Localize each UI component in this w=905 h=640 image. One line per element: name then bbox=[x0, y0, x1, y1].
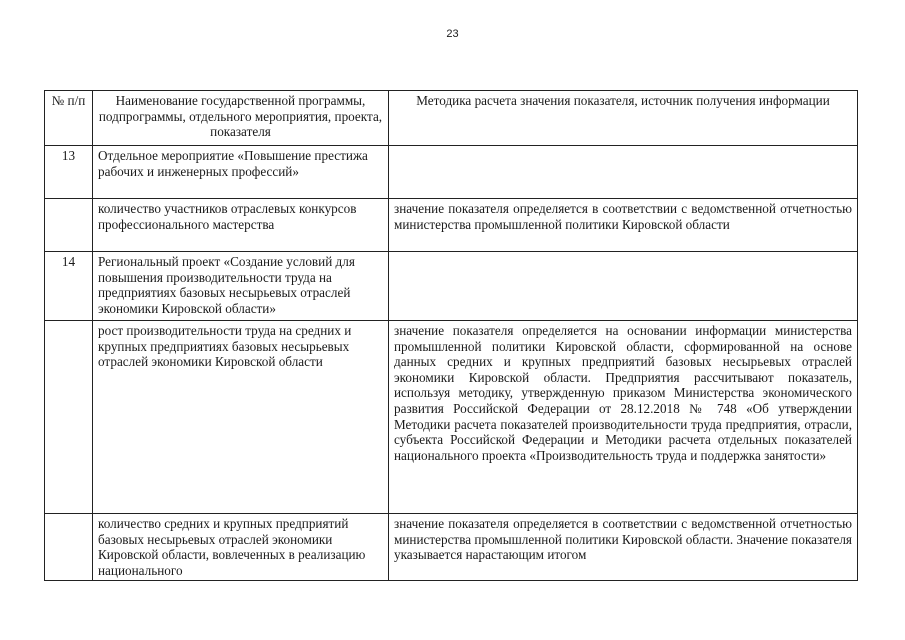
header-method: Методика расчета значения показателя, источник получения информации bbox=[389, 91, 858, 146]
row-method: значение показателя определяется в соответствии с ведомственной отчетностью министерства промышленной политики Кировской области bbox=[389, 199, 858, 252]
row-name bbox=[93, 514, 389, 581]
row-name: рост производительности труда на средних и крупных предприятиях базовых несырьевых отраслей экономики Кировской области bbox=[93, 321, 389, 514]
page-number: 23 bbox=[446, 28, 459, 40]
table-row bbox=[45, 514, 858, 581]
table-row bbox=[45, 146, 858, 199]
row-method bbox=[389, 514, 858, 581]
row-name: Отдельное мероприятие «Повышение престижа рабочих и инженерных профессий» bbox=[93, 146, 389, 199]
table-header-row bbox=[45, 91, 858, 146]
row-name: количество участников отраслевых конкурсов профессионального мастерства bbox=[93, 199, 389, 252]
row-method bbox=[389, 146, 858, 199]
table-row bbox=[45, 199, 858, 252]
row-method-text: значение показателя определяется в соответствии с ведомственной отчетностью министерства промышленной политики Кировской области. Значение показателя указывается нарастающим итогом bbox=[394, 516, 852, 563]
row-method bbox=[389, 252, 858, 321]
row-number: 14 bbox=[45, 252, 93, 321]
row-method: значение показателя определяется на основании информации министерства промышленной политики Кировской области, сформированной на основе данных средних и крупных предприятий базовых несырьевых отраслей экономики Кировской области. Предприятия рассчитывают показатель, используя методику, утвержденную приказом Министерства экономического развития Российской Федерации от 28.12.2018 № 748 «Об утверждении Методики расчета показателей производительности труда предприятия, отрасли, субъекта Российской Федерации и Методики расчета отдельных показателей национального проекта «Производительность труда и поддержка занятости» bbox=[389, 321, 858, 514]
table-row bbox=[45, 321, 858, 514]
row-name-text: количество средних и крупных предприятий базовых несырьевых отраслей экономики Кировской области, вовлеченных в реализацию национального bbox=[98, 516, 366, 578]
header-name: Наименование государственной программы, подпрограммы, отдельного мероприятия, проекта, показателя bbox=[93, 91, 389, 146]
header-number: № п/п bbox=[45, 91, 93, 146]
indicator-table bbox=[44, 90, 858, 581]
row-number bbox=[45, 199, 93, 252]
row-number bbox=[45, 514, 93, 581]
table-row bbox=[45, 252, 858, 321]
row-number-text bbox=[50, 516, 87, 578]
row-number bbox=[45, 321, 93, 514]
row-number: 13 bbox=[45, 146, 93, 199]
row-name: Региональный проект «Создание условий для повышения производительности труда на предприятиях базовых несырьевых отраслей экономики Кировской области» bbox=[93, 252, 389, 321]
